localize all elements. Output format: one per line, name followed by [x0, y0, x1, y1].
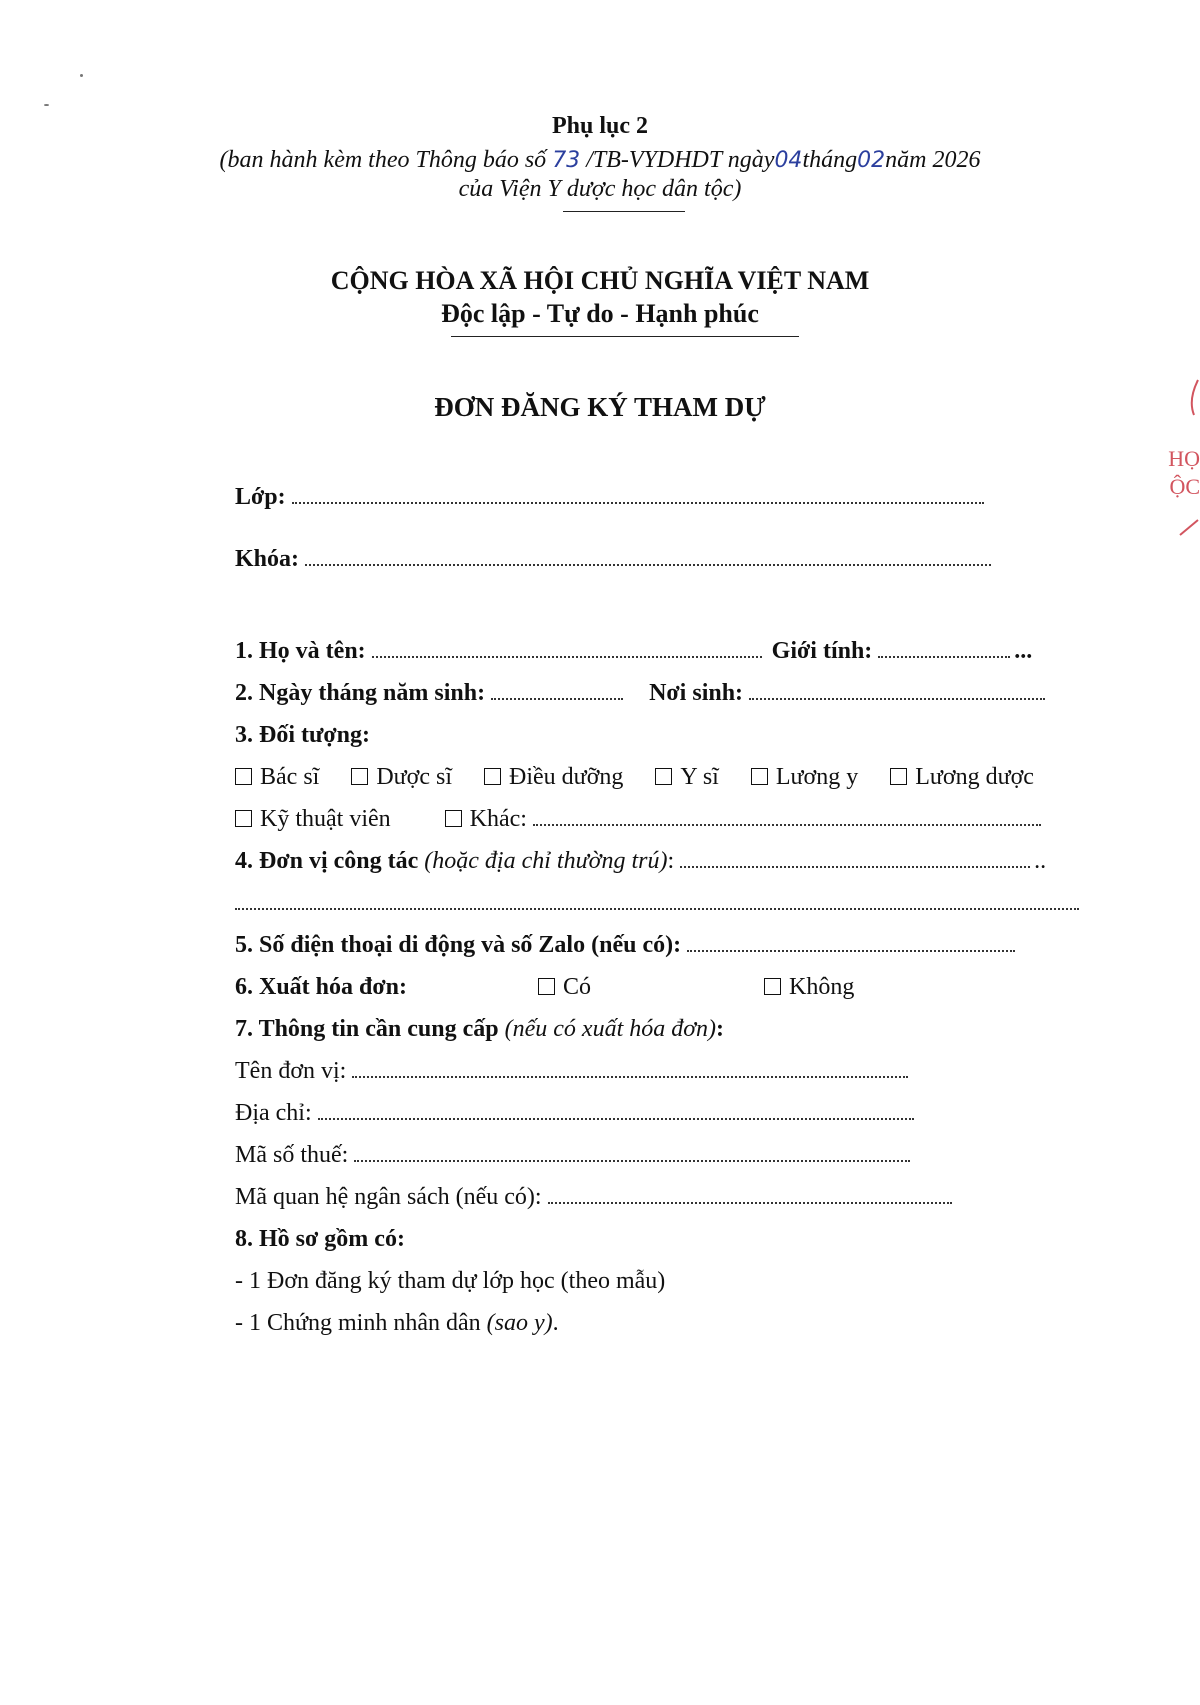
tax-code-row	[235, 1142, 914, 1169]
invoice-info-note: (nếu có xuất hóa đơn)	[504, 1016, 717, 1042]
checkbox-icon[interactable]	[764, 978, 781, 995]
field-phone-row	[235, 932, 1019, 959]
documents-item-2-note: (sao y)	[486, 1310, 553, 1336]
pob-input[interactable]	[749, 697, 1045, 700]
tax-code-input[interactable]	[354, 1159, 910, 1162]
gender-tail: ...	[1014, 638, 1033, 664]
budget-code-label: Mã quan hệ ngân sách (nếu có):	[235, 1184, 542, 1210]
issued-month-word: tháng	[802, 147, 858, 173]
documents-item-2-text: - 1 Chứng minh nhân dân	[235, 1310, 481, 1336]
country-name: CỘNG HÒA XÃ HỘI CHỦ NGHĨA VIỆT NAM	[330, 266, 870, 295]
invoice-yes[interactable]	[538, 974, 758, 1001]
dob-label: 2. Ngày tháng năm sinh:	[235, 680, 486, 706]
option-label: Y sĩ	[680, 764, 719, 790]
option-label: Điều dưỡng	[509, 764, 624, 790]
pob-label: Nơi sinh:	[649, 680, 744, 706]
issued-mid: /TB-VYDHDT ngày	[586, 147, 775, 173]
option-label: Lương dược	[915, 764, 1034, 790]
field-workplace-row	[235, 848, 1046, 875]
workplace-input[interactable]	[680, 865, 1030, 868]
documents-label: 8. Hồ sơ gồm có:	[235, 1226, 405, 1252]
stamp-fragment-b: ỘC	[1169, 474, 1200, 499]
invoice-info-colon: :	[716, 1016, 725, 1042]
checkbox-icon[interactable]	[655, 768, 672, 785]
option-label: Khác:	[469, 806, 527, 832]
option-traditional-healer[interactable]	[751, 764, 858, 791]
header-divider	[563, 211, 685, 212]
issuer-line: của Viện Y dược học dân tộc)	[458, 176, 742, 202]
national-motto: Độc lập - Tự do - Hạnh phúc	[441, 299, 759, 328]
option-doctor[interactable]	[235, 764, 319, 791]
field-type-options-row2	[235, 806, 1045, 833]
option-label: Bác sĩ	[260, 764, 320, 790]
invoice-yes-label: Có	[563, 974, 592, 1000]
workplace-colon: :	[667, 848, 675, 874]
tax-code-label: Mã số thuế:	[235, 1142, 349, 1168]
class-row	[235, 484, 988, 511]
issued-prefix: (ban hành kèm theo Thông báo số	[219, 147, 547, 173]
field-type-label: 3. Đối tượng:	[235, 722, 371, 748]
option-pharmacist[interactable]	[351, 764, 452, 791]
full-name-label: 1. Họ và tên:	[235, 638, 366, 664]
invoice-no-label: Không	[789, 974, 855, 1000]
checkbox-icon[interactable]	[751, 768, 768, 785]
option-nurse[interactable]	[484, 764, 623, 791]
motto-divider	[451, 336, 799, 337]
budget-code-input[interactable]	[548, 1201, 952, 1204]
unit-name-label: Tên đơn vị:	[235, 1058, 347, 1084]
address-label: Địa chỉ:	[235, 1100, 312, 1126]
field-invoice-row	[235, 974, 854, 1001]
handwritten-month: 02	[857, 148, 886, 173]
checkbox-icon[interactable]	[445, 810, 462, 827]
option-technician[interactable]	[235, 806, 391, 833]
field-name-row	[235, 638, 1032, 665]
documents-item-2	[235, 1310, 559, 1337]
issued-year: năm 2026	[885, 147, 981, 173]
gender-input[interactable]	[878, 655, 1010, 658]
phone-input[interactable]	[687, 949, 1015, 952]
issuance-reference	[0, 147, 1200, 174]
phone-label: 5. Số điện thoại di động và số Zalo (nếu có):	[235, 932, 682, 958]
full-name-input[interactable]	[372, 655, 762, 658]
scan-speck	[80, 74, 83, 77]
class-input[interactable]	[292, 501, 984, 504]
documents-item-1: - 1 Đơn đăng ký tham dự lớp học (theo mẫu)	[235, 1268, 666, 1294]
scan-speck	[44, 104, 49, 106]
checkbox-icon[interactable]	[235, 810, 252, 827]
option-assistant-doctor[interactable]	[655, 764, 718, 791]
course-label: Khóa:	[235, 546, 300, 572]
address-input[interactable]	[318, 1117, 914, 1120]
option-label: Lương y	[775, 764, 859, 790]
dob-input[interactable]	[491, 697, 623, 700]
course-input[interactable]	[305, 563, 991, 566]
unit-name-row	[235, 1058, 912, 1085]
option-label: Kỹ thuật viên	[260, 806, 391, 832]
workplace-label: 4. Đơn vị công tác	[235, 848, 419, 874]
budget-code-row	[235, 1184, 956, 1211]
course-row	[235, 546, 995, 573]
stamp-fragment-a: HỌ	[1168, 446, 1200, 471]
workplace-input-line2[interactable]	[235, 907, 1079, 910]
invoice-no[interactable]	[764, 974, 854, 1000]
gender-label: Giới tính:	[771, 638, 873, 664]
class-label: Lớp:	[235, 484, 286, 510]
checkbox-icon[interactable]	[484, 768, 501, 785]
checkbox-icon[interactable]	[351, 768, 368, 785]
checkbox-icon[interactable]	[890, 768, 907, 785]
field-invoice-info-row	[235, 1016, 724, 1043]
field-birth-row	[235, 680, 1049, 707]
checkbox-icon[interactable]	[235, 768, 252, 785]
address-row	[235, 1100, 918, 1127]
field-type-options-row1	[235, 764, 1034, 791]
handwritten-number: 73	[552, 148, 581, 173]
invoice-info-label: 7. Thông tin cần cung cấp	[235, 1016, 499, 1042]
field-workplace-row2	[235, 890, 1083, 917]
stamp-arc-icon	[1170, 370, 1200, 560]
form-title: ĐƠN ĐĂNG KÝ THAM DỰ	[434, 392, 766, 422]
appendix-title: Phụ lục 2	[551, 113, 649, 139]
workplace-tail: ..	[1034, 848, 1047, 874]
checkbox-icon[interactable]	[538, 978, 555, 995]
option-label: Dược sĩ	[376, 764, 453, 790]
workplace-note: (hoặc địa chỉ thường trú)	[424, 848, 668, 874]
other-input[interactable]	[533, 823, 1041, 826]
option-other[interactable]	[445, 806, 527, 833]
invoice-label: 6. Xuất hóa đơn:	[235, 974, 407, 1000]
unit-name-input[interactable]	[352, 1075, 908, 1078]
handwritten-day: 04	[774, 148, 803, 173]
option-traditional-pharmacist[interactable]	[890, 764, 1034, 791]
documents-item-2-end: .	[552, 1310, 559, 1336]
